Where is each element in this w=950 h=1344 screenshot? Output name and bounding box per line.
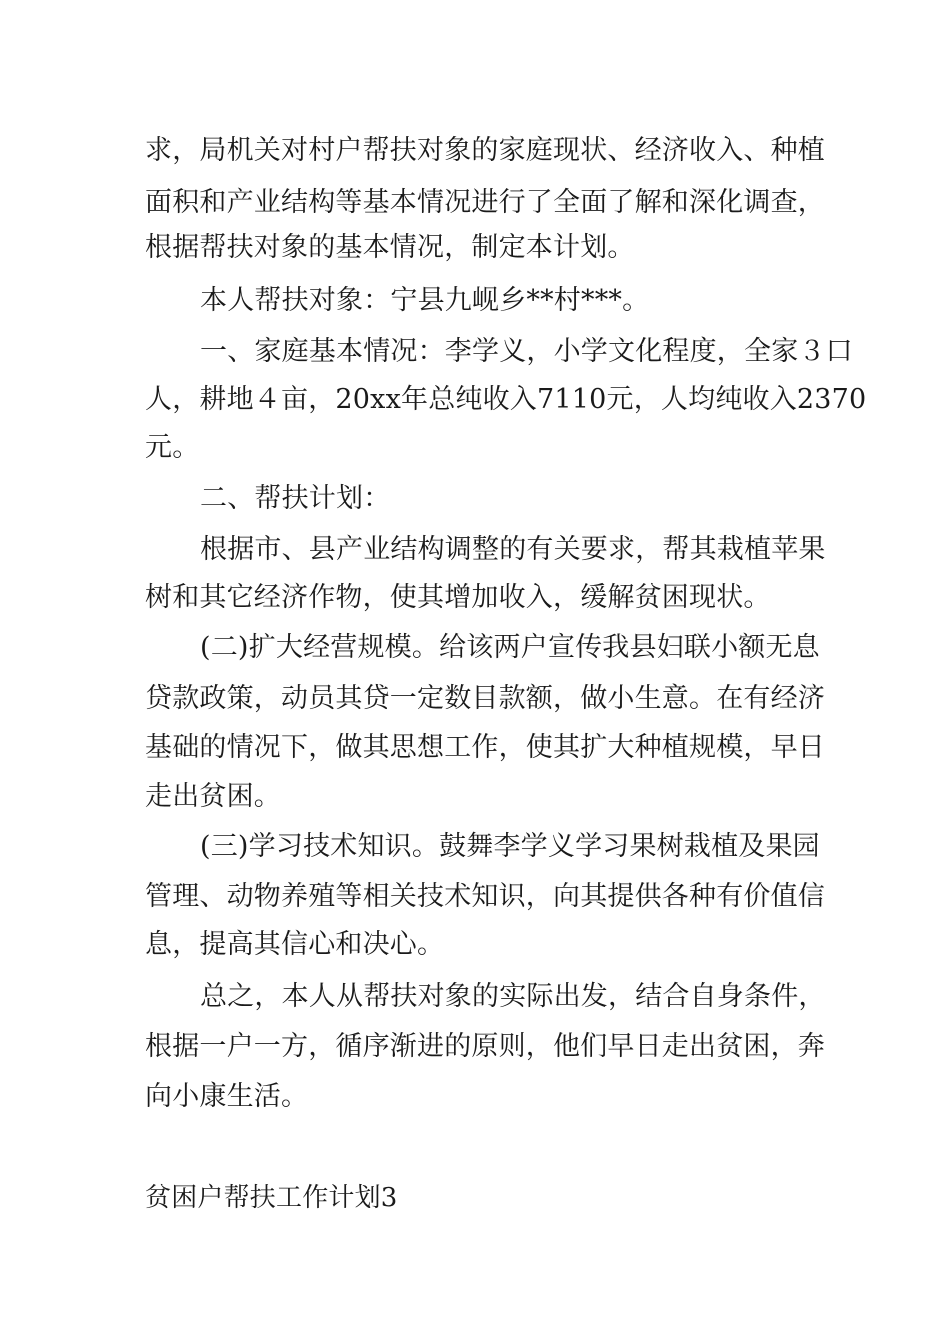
text-line: 树和其它经济作物，使其增加收入，缓解贫困现状。: [145, 582, 771, 613]
text-line: 息，提高其信心和决心。: [145, 929, 445, 960]
text-line: 贷款政策，动员其贷一定数目款额，做小生意。在有经济: [145, 683, 825, 714]
section-heading: 二、帮扶计划：: [200, 483, 391, 514]
text-line: 本人帮扶对象：宁县九岘乡**村***。: [200, 285, 650, 316]
text-line: 总之，本人从帮扶对象的实际出发，结合自身条件，: [200, 981, 826, 1012]
section-title: 贫困户帮扶工作计划3: [145, 1183, 398, 1213]
text-line: 根据一户一方，循序渐进的原则，他们早日走出贫困，奔: [145, 1031, 825, 1062]
text-line: 根据帮扶对象的基本情况，制定本计划。: [145, 232, 635, 263]
text-line: 向小康生活。: [145, 1081, 309, 1112]
text-line: 一、家庭基本情况：李学义，小学文化程度，全家３口: [200, 336, 853, 367]
text-line: 元。: [145, 432, 200, 463]
text-line: 面积和产业结构等基本情况进行了全面了解和深化调查，: [145, 187, 825, 218]
text-line: 人，耕地４亩，20xx年总纯收入7110元，人均纯收入2370: [145, 384, 867, 415]
text-line: 走出贫困。: [145, 781, 281, 812]
text-line: 管理、动物养殖等相关技术知识，向其提供各种有价值信: [145, 881, 825, 912]
text-line: 求，局机关对村户帮扶对象的家庭现状、经济收入、种植: [145, 135, 825, 166]
text-line: 基础的情况下，做其思想工作，使其扩大种植规模，早日: [145, 732, 825, 763]
text-line: 根据市、县产业结构调整的有关要求，帮其栽植苹果: [200, 534, 826, 565]
text-line: (三)学习技术知识。鼓舞李学义学习果树栽植及果园: [200, 831, 820, 862]
text-line: (二)扩大经营规模。给该两户宣传我县妇联小额无息: [200, 632, 820, 663]
